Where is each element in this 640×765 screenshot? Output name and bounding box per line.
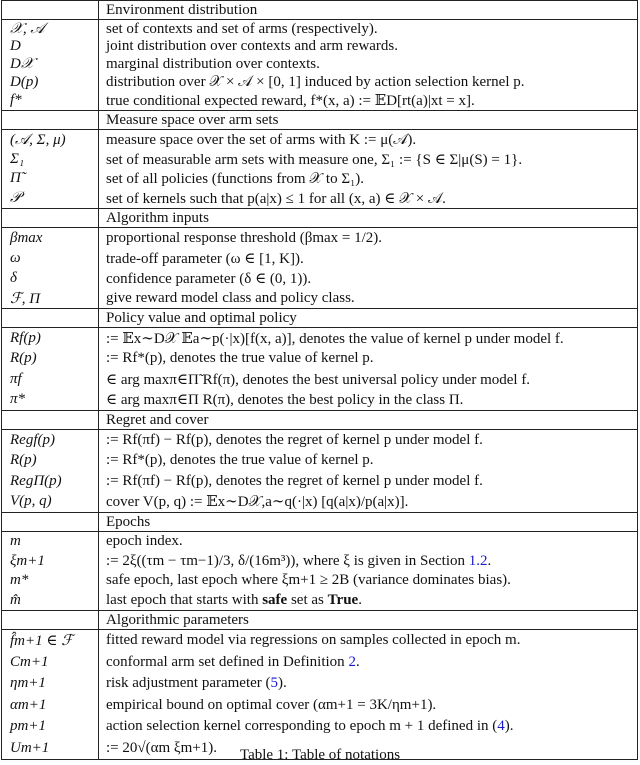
- description-text: last epoch that starts with: [106, 591, 263, 608]
- notation-symbol: ξm+1: [2, 552, 99, 572]
- notation-symbol: pm+1: [2, 716, 99, 738]
- description-text: ∈ arg maxπ∈Π̃ Rf(π), denotes the best universal policy under model f.: [106, 371, 531, 388]
- description-text: safe: [262, 591, 288, 608]
- description-text: fitted reward model via regressions on samples collected in epoch m.: [106, 632, 521, 649]
- notation-symbol: Σ₁: [2, 150, 99, 170]
- notation-description: [99, 673, 638, 695]
- description-text: := Rf(πf) − Rf(p), denotes the regret of kernel p under model f.: [106, 431, 483, 448]
- table-caption: Table 1: Table of notations: [239, 747, 401, 763]
- description-text: marginal distribution over contexts.: [106, 55, 320, 72]
- notation-symbol: m: [2, 532, 99, 552]
- table-row: [2, 38, 638, 55]
- notation-description: [99, 591, 638, 611]
- description-text: true conditional expected reward, f*(x, a) := 𝔼D[rt(a)|xt = x].: [106, 93, 475, 109]
- table-row: [2, 248, 638, 268]
- table-row: [2, 228, 638, 249]
- notation-description: [99, 38, 638, 55]
- empty-cell: [2, 111, 99, 130]
- notation-description: [99, 73, 638, 91]
- notation-description: [99, 189, 638, 209]
- description-text: .: [355, 653, 360, 670]
- notation-description: [99, 492, 638, 513]
- notation-symbol: m̂: [2, 591, 99, 611]
- description-text: trade-off parameter (ω ∈ [1, K]).: [106, 250, 304, 267]
- notation-description: [99, 390, 638, 411]
- notation-symbol: π*: [2, 390, 99, 411]
- section-header-epo: [2, 513, 638, 532]
- notation-description: [99, 652, 638, 674]
- notation-description: [99, 20, 638, 39]
- table-row: [2, 189, 638, 209]
- description-text: confidence parameter (δ ∈ (0, 1)).: [106, 270, 312, 287]
- notation-symbol: (𝒜, Σ, μ): [2, 130, 99, 150]
- section-title: Policy value and optimal policy: [99, 309, 638, 328]
- description-text: epoch index.: [106, 533, 183, 550]
- section-title: Measure space over arm sets: [99, 111, 638, 130]
- notation-description: [99, 248, 638, 268]
- section-header-alg: [2, 209, 638, 228]
- table-row: [2, 390, 638, 411]
- notation-description: [99, 471, 638, 492]
- description-text: measure space over the set of arms with K := μ(𝒜).: [106, 131, 417, 148]
- table-row: [2, 451, 638, 472]
- notation-symbol: αm+1: [2, 695, 99, 717]
- notation-description: [99, 150, 638, 170]
- description-text: := 20√(αm ξm+1).: [106, 739, 217, 756]
- description-text: conformal arm set defined in Definition: [106, 653, 349, 670]
- section-title: Environment distribution: [99, 1, 638, 20]
- empty-cell: [2, 411, 99, 430]
- notation-symbol: ℱ, Π: [2, 288, 99, 309]
- table-row: [2, 652, 638, 674]
- table-row: [2, 328, 638, 349]
- notation-description: [99, 630, 638, 652]
- section-header-env: [2, 1, 638, 20]
- table-row: [2, 91, 638, 111]
- reference-link[interactable]: 4: [497, 718, 505, 735]
- notation-symbol: f*: [2, 91, 99, 111]
- notation-description: [99, 430, 638, 451]
- section-title: Algorithmic parameters: [99, 611, 638, 630]
- table-row: [2, 471, 638, 492]
- notation-description: [99, 91, 638, 111]
- empty-cell: [2, 513, 99, 532]
- table-row: [2, 630, 638, 652]
- notation-description: [99, 268, 638, 288]
- table-row: [2, 430, 638, 451]
- section-header-pol: [2, 309, 638, 328]
- section-header-par: [2, 611, 638, 630]
- notation-description: [99, 288, 638, 309]
- notation-symbol: πf: [2, 369, 99, 390]
- table-row: [2, 695, 638, 717]
- table-row: [2, 716, 638, 738]
- notation-symbol: Um+1: [2, 738, 99, 760]
- notation-symbol: Π̃: [2, 169, 99, 189]
- table-row: [2, 73, 638, 91]
- notation-description: [99, 169, 638, 189]
- notation-table: [1, 0, 638, 760]
- description-text: set of measurable arm sets with measure one, Σ₁ := {S ∈ Σ|μ(S) = 1}.: [106, 151, 523, 168]
- empty-cell: [2, 309, 99, 328]
- empty-cell: [2, 611, 99, 630]
- notation-symbol: R(p): [2, 349, 99, 370]
- notation-symbol: f̂m+1 ∈ ℱ: [2, 630, 99, 652]
- notation-description: [99, 451, 638, 472]
- table-row: [2, 492, 638, 513]
- description-text: ∈ arg maxπ∈Π R(π), denotes the best policy in the class Π.: [106, 392, 464, 409]
- empty-cell: [2, 209, 99, 228]
- description-text: safe epoch, last epoch where ξm+1 ≥ 2B (variance dominates bias).: [106, 572, 511, 589]
- notation-description: [99, 328, 638, 349]
- description-text: proportional response threshold (βmax = 1/2).: [106, 229, 383, 246]
- notation-symbol: D(p): [2, 73, 99, 91]
- notation-description: [99, 571, 638, 591]
- description-text: := Rf*(p), denotes the true value of kernel p.: [106, 350, 374, 367]
- description-text: set as: [287, 591, 328, 608]
- notation-symbol: δ: [2, 268, 99, 288]
- table-row: [2, 369, 638, 390]
- notation-symbol: Rf(p): [2, 328, 99, 349]
- notation-description: [99, 130, 638, 150]
- notation-symbol: ω: [2, 248, 99, 268]
- description-text: True: [327, 591, 359, 608]
- section-header-reg: [2, 411, 638, 430]
- notation-description: [99, 532, 638, 552]
- notation-description: [99, 716, 638, 738]
- notation-symbol: Cm+1: [2, 652, 99, 674]
- description-text: ).: [278, 675, 287, 692]
- description-text: empirical bound on optimal cover (αm+1 = 3K/ηm+1).: [106, 696, 437, 713]
- reference-link[interactable]: 5: [270, 675, 279, 692]
- description-text: distribution over 𝒳 × 𝒜 × [0, 1] induced by action selection kernel p.: [106, 74, 525, 90]
- description-text: set of kernels such that p(a|x) ≤ 1 for all (x, a) ∈ 𝒳 × 𝒜.: [106, 190, 446, 207]
- notation-symbol: m*: [2, 571, 99, 591]
- notation-symbol: ηm+1: [2, 673, 99, 695]
- notation-symbol: 𝒫: [2, 189, 99, 209]
- description-text: ).: [504, 718, 514, 735]
- table-row: [2, 349, 638, 370]
- notation-symbol: D: [2, 38, 99, 55]
- reference-link[interactable]: 2: [348, 653, 356, 670]
- table-row: [2, 150, 638, 170]
- description-text: .: [487, 552, 492, 569]
- notation-symbol: RegΠ(p): [2, 471, 99, 492]
- section-header-mea: [2, 111, 638, 130]
- empty-cell: [2, 1, 99, 20]
- notation-symbol: V(p, q): [2, 492, 99, 513]
- description-text: action selection kernel corresponding to epoch m + 1 defined in (: [106, 718, 498, 735]
- notation-symbol: 𝒳, 𝒜: [2, 20, 99, 39]
- description-text: .: [358, 591, 362, 608]
- notation-description: [99, 55, 638, 73]
- description-text: joint distribution over contexts and arm rewards.: [106, 38, 399, 54]
- table-row: [2, 288, 638, 309]
- description-text: cover V(p, q) := 𝔼x∼D𝒳,a∼q(·|x) [q(a|x)/p(a|x)].: [106, 494, 409, 511]
- table-row: [2, 673, 638, 695]
- description-text: set of contexts and set of arms (respectively).: [106, 20, 378, 37]
- description-text: := Rf*(p), denotes the true value of kernel p.: [106, 452, 374, 469]
- notation-symbol: D𝒳: [2, 55, 99, 73]
- table-row: [2, 20, 638, 39]
- section-title: Epochs: [99, 513, 638, 532]
- notation-symbol: R(p): [2, 451, 99, 472]
- notation-description: [99, 349, 638, 370]
- table-row: [2, 552, 638, 572]
- description-text: := Rf(πf) − Rf(p), denotes the regret of kernel p under model f.: [106, 472, 483, 489]
- table-row: [2, 55, 638, 73]
- table-row: [2, 532, 638, 552]
- notation-description: [99, 552, 638, 572]
- section-title: Regret and cover: [99, 411, 638, 430]
- section-title: Algorithm inputs: [99, 209, 638, 228]
- table-row: [2, 169, 638, 189]
- table-row: [2, 268, 638, 288]
- table-row: [2, 591, 638, 611]
- description-text: := 2ξ((τm − τm−1)/3, δ/(16m³)), where ξ is given in Section: [106, 552, 469, 569]
- notation-description: [99, 369, 638, 390]
- notation-description: [99, 695, 638, 717]
- notation-description: [99, 228, 638, 249]
- reference-link[interactable]: 1.2: [468, 552, 488, 569]
- description-text: give reward model class and policy class.: [106, 289, 355, 306]
- table-row: [2, 130, 638, 150]
- description-text: risk adjustment parameter (: [106, 675, 271, 692]
- table-row: [2, 571, 638, 591]
- description-text: set of all policies (functions from 𝒳 to Σ₁).: [106, 170, 365, 187]
- description-text: := 𝔼x∼D𝒳 𝔼a∼p(·|x)[f(x, a)], denotes the value of kernel p under model f.: [106, 330, 564, 347]
- notation-symbol: βmax: [2, 228, 99, 249]
- notation-symbol: Regf(p): [2, 430, 99, 451]
